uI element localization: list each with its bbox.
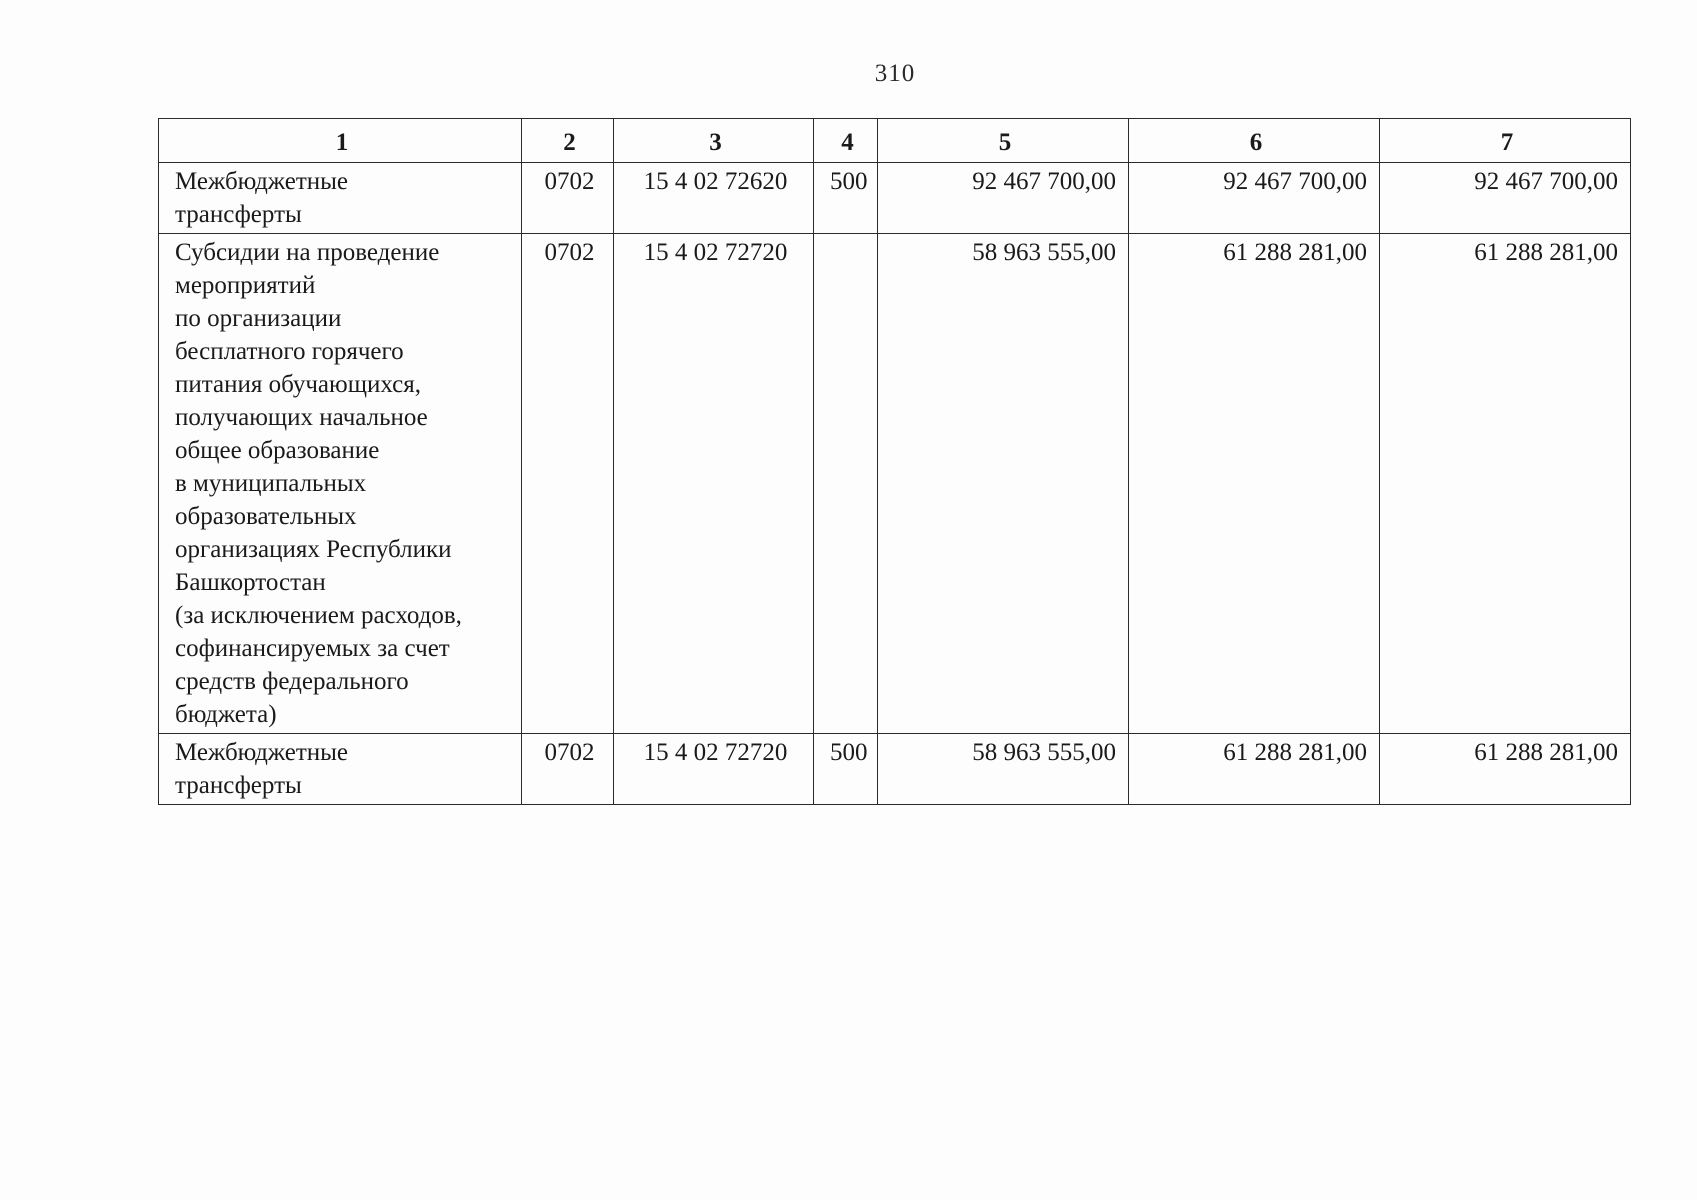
header-row [159,119,1631,163]
expense-type-cell: 500 [814,734,878,805]
amount-col6-cell: 92 467 700,00 [1129,163,1380,234]
section-code-cell: 0702 [522,734,614,805]
page-number: 310 [874,60,916,87]
expense-type-cell [814,234,878,734]
row-name-line: софинансируемых за счет [175,635,450,662]
table-row [159,734,1631,805]
section-code-cell: 0702 [522,163,614,234]
row-name-line: в муниципальных [175,470,367,497]
row-name-line: бюджета) [175,701,277,728]
row-name-line: образовательных [175,503,357,530]
column-header-2: 2 [522,119,614,163]
target-code-cell: 15 4 02 72620 [614,163,814,234]
row-name-line: организациях Республики [175,536,452,563]
amount-col5-cell: 92 467 700,00 [878,163,1129,234]
row-name-line: (за исключением расходов, [175,602,462,629]
amount-col5-cell: 58 963 555,00 [878,234,1129,734]
row-name-line: Межбюджетные [175,168,349,195]
target-code-cell: 15 4 02 72720 [614,734,814,805]
row-name-line: Субсидии на проведение [175,239,440,266]
table-row [159,234,1631,734]
section-code-cell: 0702 [522,234,614,734]
row-name-line: общее образование [175,437,380,464]
column-header-5: 5 [878,119,1129,163]
row-name-line: по организации [175,305,342,332]
column-header-4: 4 [814,119,878,163]
expense-type-cell: 500 [814,163,878,234]
amount-col5-cell: 58 963 555,00 [878,734,1129,805]
row-name-cell [159,234,522,734]
amount-col6-cell: 61 288 281,00 [1129,734,1380,805]
row-name-line: питания обучающихся, [175,371,421,398]
row-name-line: Башкортостан [175,569,326,596]
amount-col7-cell: 61 288 281,00 [1380,734,1631,805]
amount-col7-cell: 61 288 281,00 [1380,234,1631,734]
amount-col6-cell: 61 288 281,00 [1129,234,1380,734]
target-code-cell: 15 4 02 72720 [614,234,814,734]
amount-col7-cell: 92 467 700,00 [1380,163,1631,234]
column-header-3: 3 [614,119,814,163]
row-name-line: Межбюджетные [175,739,349,766]
column-header-7: 7 [1380,119,1631,163]
column-header-6: 6 [1129,119,1380,163]
table-row [159,163,1631,234]
row-name-line: бесплатного горячего [175,338,404,365]
column-header-1: 1 [159,119,522,163]
row-name-line: средств федерального [175,668,409,695]
row-name-cell [159,163,522,234]
row-name-line: мероприятий [175,272,316,299]
row-name-cell [159,734,522,805]
row-name-line: трансферты [175,201,302,228]
budget-table [158,118,1631,805]
row-name-line: трансферты [175,772,302,799]
row-name-line: получающих начальное [175,404,428,431]
